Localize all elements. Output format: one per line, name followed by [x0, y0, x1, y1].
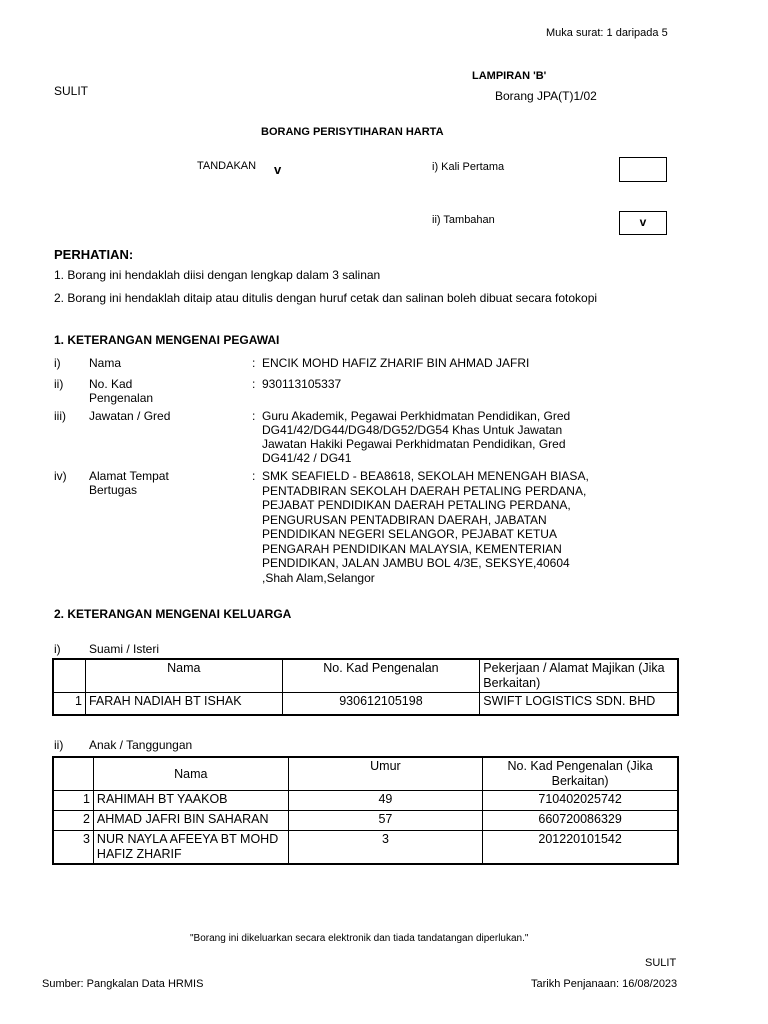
- mark-value: v: [274, 162, 282, 177]
- footer-source: Sumber: Pangkalan Data HRMIS: [42, 978, 204, 990]
- table-header-cell: Nama: [85, 660, 282, 693]
- table-header-cell: No. Kad Pengenalan (Jika Berkaitan): [483, 758, 678, 791]
- page-number: Muka surat: 1 daripada 5: [546, 27, 668, 39]
- table-header-cell: Pekerjaan / Alamat Majikan (Jika Berkaitan): [480, 660, 678, 693]
- row-number: 3: [54, 831, 94, 864]
- row-num: iii): [54, 409, 66, 423]
- row-colon: :: [252, 377, 256, 391]
- row-colon: :: [252, 469, 256, 483]
- spouse-ic: 930612105198: [282, 693, 480, 715]
- spouse-num: i): [54, 642, 61, 656]
- notice-item-1: 1. Borang ini hendaklah diisi dengan lengkap dalam 3 salinan: [54, 268, 381, 282]
- table-header-cell: Umur: [288, 758, 483, 791]
- dependent-age: 49: [288, 791, 483, 811]
- row-number: 2: [54, 811, 94, 831]
- spouse-employer: SWIFT LOGISTICS SDN. BHD: [480, 693, 678, 715]
- dependent-name: NUR NAYLA AFEEYA BT MOHD HAFIZ ZHARIF: [93, 831, 288, 864]
- officer-position: Guru Akademik, Pegawai Perkhidmatan Pendidikan, Gred DG41/42/DG44/DG48/DG52/DG54 Khas Untuk Jawatan Jawatan Hakiki Pegawai Perkhidmatan Pendidikan, Gred DG41/42 / DG41: [262, 409, 571, 465]
- row-label: No. Kad Pengenalan: [89, 377, 154, 405]
- row-num: i): [54, 356, 61, 370]
- row-colon: :: [252, 409, 256, 423]
- table-row: [54, 831, 678, 864]
- dependent-ic: 201220101542: [483, 831, 678, 864]
- table-row: [54, 811, 678, 831]
- officer-name: ENCIK MOHD HAFIZ ZHARIF BIN AHMAD JAFRI: [262, 356, 530, 370]
- table-header-cell: [54, 758, 94, 791]
- dependents-table: [53, 757, 678, 864]
- dependent-name: RAHIMAH BT YAAKOB: [93, 791, 288, 811]
- table-header-row: [54, 758, 678, 791]
- row-num: iv): [54, 469, 67, 483]
- table-row: [54, 693, 678, 715]
- form-title: BORANG PERISYTIHARAN HARTA: [261, 126, 444, 138]
- classification-bottom: SULIT: [645, 957, 677, 969]
- mark-label: TANDAKAN: [197, 160, 257, 172]
- spouse-label: Suami / Isteri: [89, 642, 160, 656]
- table-row: [54, 791, 678, 811]
- table-header-cell: No. Kad Pengenalan: [282, 660, 480, 693]
- option-first-time: i) Kali Pertama: [432, 161, 505, 173]
- dependent-ic: 660720086329: [483, 811, 678, 831]
- spouse-name: FARAH NADIAH BT ISHAK: [85, 693, 282, 715]
- row-colon: :: [252, 356, 256, 370]
- row-label: Jawatan / Gred: [89, 409, 171, 423]
- footer-note: "Borang ini dikeluarkan secara elektronik dan tiada tandatangan diperlukan.": [190, 933, 529, 944]
- footer-print-date: Tarikh Penjanaan: 16/08/2023: [531, 978, 678, 990]
- dependent-age: 57: [288, 811, 483, 831]
- dependent-name: AHMAD JAFRI BIN SAHARAN: [93, 811, 288, 831]
- first-time-checkbox[interactable]: [619, 157, 667, 182]
- dependents-label: Anak / Tanggungan: [89, 738, 193, 752]
- spouse-table: [53, 659, 678, 715]
- additional-checkbox[interactable]: v: [619, 211, 667, 235]
- dependent-age: 3: [288, 831, 483, 864]
- row-num: ii): [54, 377, 64, 391]
- notice-item-2: 2. Borang ini hendaklah ditaip atau ditulis dengan huruf cetak dan salinan boleh dibuat secara fotokopi: [54, 291, 598, 305]
- section2-heading: 2. KETERANGAN MENGENAI KELUARGA: [54, 607, 292, 621]
- form-code: Borang JPA(T)1/02: [495, 89, 597, 103]
- classification-top: SULIT: [54, 84, 89, 98]
- lampiran-label: LAMPIRAN 'B': [472, 70, 547, 82]
- row-number: 1: [54, 693, 86, 715]
- dependents-num: ii): [54, 738, 64, 752]
- notice-heading: PERHATIAN:: [54, 247, 134, 262]
- section1-heading: 1. KETERANGAN MENGENAI PEGAWAI: [54, 333, 280, 347]
- officer-ic: 930113105337: [262, 377, 342, 391]
- row-label: Nama: [89, 356, 122, 370]
- table-header-cell: [54, 660, 86, 693]
- row-label: Alamat Tempat Bertugas: [89, 469, 169, 497]
- row-number: 1: [54, 791, 94, 811]
- dependent-ic: 710402025742: [483, 791, 678, 811]
- officer-workplace: SMK SEAFIELD - BEA8618, SEKOLAH MENENGAH BIASA, PENTADBIRAN SEKOLAH DAERAH PETALING PERDANA, PEJABAT PENDIDIKAN DAERAH PETALING PERDANA, PENGURUSAN PENTADBIRAN DAERAH, JABATAN PENDIDIKAN NEGERI SELANGOR, PEJABAT KETUA PENGARAH PENDIDIKAN MALAYSIA, KEMENTERIAN PENDIDIKAN, JALAN JAMBU BOL 4/3E, SEKSYE,40604 ,Shah Alam,Selangor: [262, 469, 589, 585]
- option-additional: ii) Tambahan: [432, 214, 495, 226]
- table-header-row: [54, 660, 678, 693]
- table-header-cell: Nama: [93, 758, 288, 791]
